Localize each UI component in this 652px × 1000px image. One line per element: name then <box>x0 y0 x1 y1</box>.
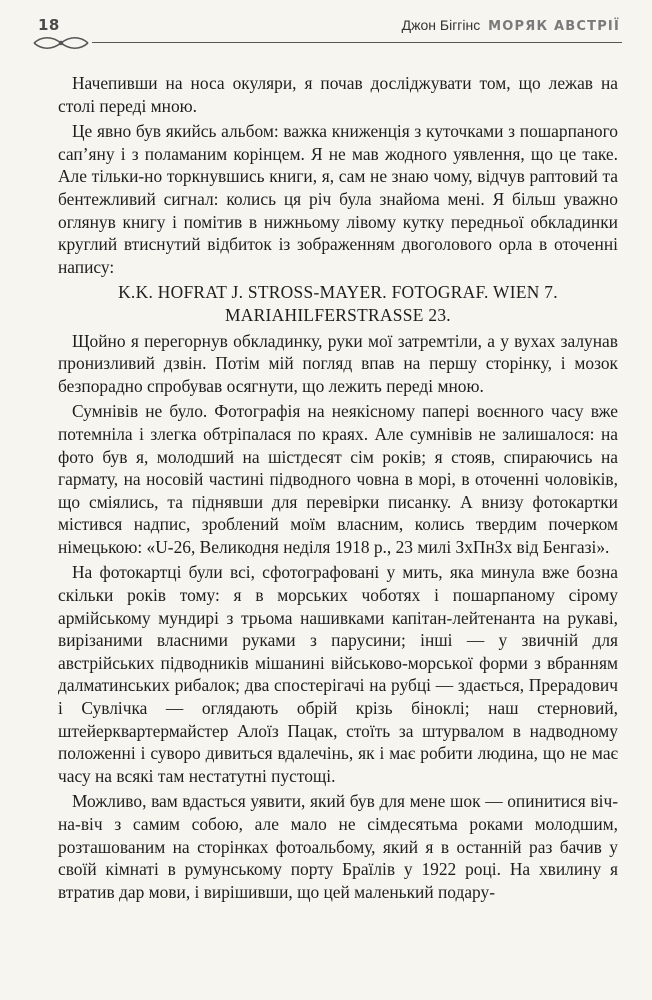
paragraph: Сумнівів не було. Фотографія на неякісному папері воєнного часу вже потемніла і злегка обтріпалася по краях. Але сумнівів не залишалося: на фото був я, молодший на шістдесят сім років; я стояв, спираючись на гармату, на носовій частині підводного човна в морі, в оточенні чоловіків, що сміялись, та піднявши для перевірки писанку. А внизу фотокартки містився надпис, зроблений моїм власним, колись твердим почерком німецькою: «U-26, Великодня неділя 1918 р., 23 милі ЗхПнЗх від Бенгазі». <box>58 401 618 557</box>
page-number: 18 <box>38 16 60 34</box>
body-text <box>58 72 618 906</box>
page-header <box>0 0 652 46</box>
ornament-icon <box>30 34 92 52</box>
author-name: Джон Біггінс <box>401 17 481 33</box>
inscription-line: K.K. HOFRAT J. STROSS-MAYER. FOTOGRAF. WIEN 7. <box>118 282 558 303</box>
inscription-line: MARIAHILFERSTRASSE 23. <box>225 304 451 325</box>
paragraph: Щойно я перегорнув обкладинку, руки мої затремтіли, а у вухах залунав пронизливий дзвін. Потім мій погляд впав на першу сторінку, і мозок безпорадно спробував осягнути, що лежить переді мною. <box>58 330 618 396</box>
paragraph: Можливо, вам вдасться уявити, який був для мене шок — опинитися віч-на-віч з самим собою, але мало не сімдесятьма роками молодшим, розташованим на сторінках фотоальбому, який я в останній раз бачив у своїй кімнаті в румунському порту Браїлів у 1922 році. На хвилину я втратив дар мови, і вирішивши, що цей маленький подару- <box>58 791 618 902</box>
book-title: МОРЯК АВСТРІЇ <box>488 19 620 34</box>
paragraph: Начепивши на носа окуляри, я почав досліджувати том, що лежав на столі переді мною. <box>58 73 618 116</box>
running-head <box>402 17 620 34</box>
paragraph: На фотокартці були всі, сфотографовані у мить, яка минула вже бозна скільки років тому: я в морських чоботях і пошарпаному сірому армійському мундирі з трьома нашивками капітан-лейтенанта на рукаві, вирізаними власними руками з парусини; інші — у звичній для австрійських підводників мішанині військово-морської форми з вбранням далматинських рибалок; два спостерігачі на рубці — здається, Прерадович і Сувлічка — оглядають обрій крізь біноклі; наш стерновий, штейерквартермайстер Алоїз Пацак, стоїть за штурвалом в надводному положенні і суворо дивиться вдалечінь, як і має робити людина, що не має часу на всякі там нестатутні пустощі. <box>58 562 618 786</box>
header-rule <box>92 42 622 43</box>
paragraph: Це явно був якийсь альбом: важка книженція з куточками з пошарпаного сап’яну і з поламаним корінцем. Я не мав жодного уявлення, що це таке. Але тільки-но торкнувшись книги, я, сам не знаю чому, відчув раптовий та бентежливий сигнал: колись ця річ була знайома мені. Я більш уважно оглянув книгу і помітив в нижньому лівому кутку передньої обкладинки круглий втиснутий відбиток із зображенням двоголового орла в оточенні напису: <box>58 121 618 277</box>
